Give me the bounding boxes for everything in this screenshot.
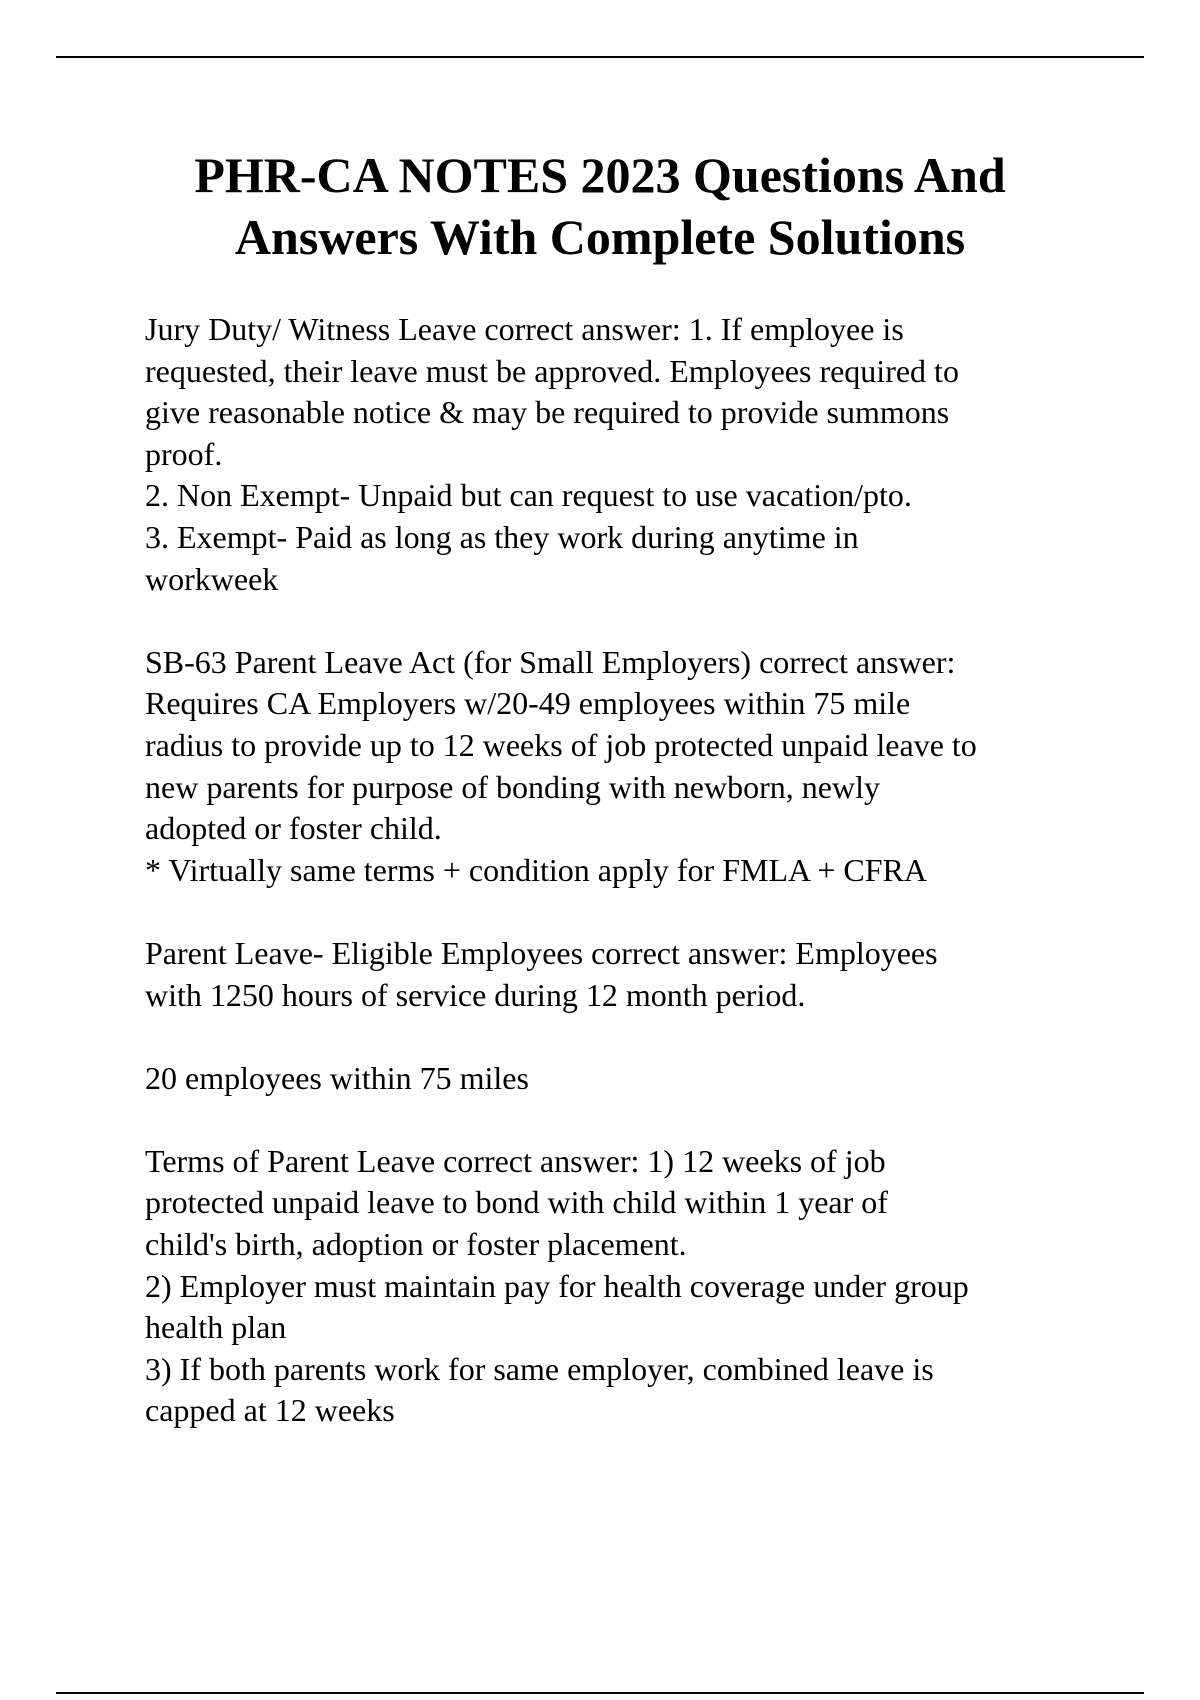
entry-jury-duty [145,309,1155,600]
paragraph-gap [145,1016,1155,1058]
title-line: PHR-CA NOTES 2023 Questions And [194,147,1006,203]
paragraph-gap [145,600,1155,642]
text-line: new parents for purpose of bonding with newborn, newly [145,768,880,805]
text-line: adopted or foster child. [145,810,442,847]
paragraph-gap [145,1099,1155,1141]
text-line: workweek [145,560,279,597]
text-line: * Virtually same terms + condition apply for FMLA + CFRA [145,851,927,888]
entry-employee-count [145,1058,1155,1100]
paragraph-gap [145,891,1155,933]
text-line: Terms of Parent Leave correct answer: 1) 12 weeks of job [145,1142,886,1179]
text-line: with 1250 hours of service during 12 month period. [145,976,806,1013]
text-line: protected unpaid leave to bond with child within 1 year of [145,1184,888,1221]
entry-eligible-employees [145,933,1155,1016]
text-line: SB-63 Parent Leave Act (for Small Employers) correct answer: [145,643,956,680]
text-line: Jury Duty/ Witness Leave correct answer: 1. If employee is [145,311,904,347]
page-title [80,144,1120,268]
text-line: requested, their leave must be approved. Employees required to [145,352,959,389]
text-line: capped at 12 weeks [145,1392,395,1429]
text-line: health plan [145,1309,287,1346]
text-line: give reasonable notice & may be required to provide summons [145,394,950,431]
entry-sb63-parent-leave [145,642,1155,892]
text-line: Requires CA Employers w/20-49 employees within 75 mile [145,685,911,722]
bottom-divider [56,1692,1144,1694]
document-body [145,309,1155,1432]
top-divider [56,56,1144,58]
text-line: radius to provide up to 12 weeks of job protected unpaid leave to [145,726,977,763]
text-line: Parent Leave- Eligible Employees correct answer: Employees [145,934,938,971]
text-line: 2. Non Exempt- Unpaid but can request to use vacation/pto. [145,477,912,514]
text-line: proof. [145,435,223,472]
entry-terms-parent-leave [145,1141,1155,1432]
text-line: 3. Exempt- Paid as long as they work during anytime in [145,518,859,555]
title-line: Answers With Complete Solutions [234,209,966,265]
text-line: 20 employees within 75 miles [145,1059,529,1096]
text-line: 2) Employer must maintain pay for health coverage under group [145,1267,969,1304]
text-line: 3) If both parents work for same employer, combined leave is [145,1350,934,1387]
text-line: child's birth, adoption or foster placement. [145,1226,687,1263]
